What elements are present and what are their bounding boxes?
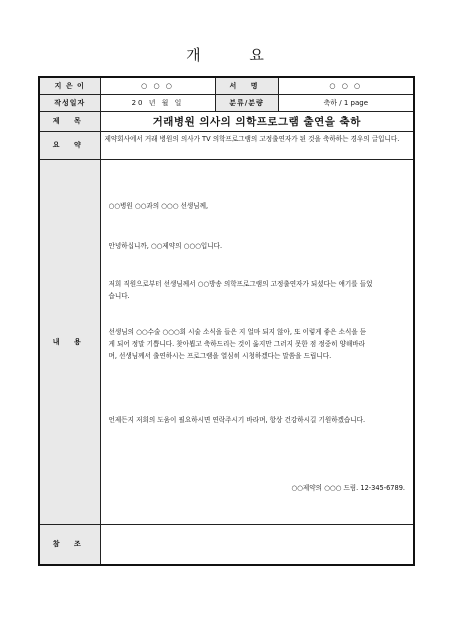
letter-paragraph-3: 언제든지 저희의 도움이 필요하시면 연락주시기 바라며, 항상 건강하시길 기원하겠습니다.: [108, 415, 366, 424]
summary-label: 요 약: [39, 131, 100, 159]
reference-label: 참 조: [39, 524, 100, 565]
summary-form-table: [38, 76, 415, 566]
content-label: 내 용: [39, 159, 100, 524]
date-label: 작성일자: [39, 94, 100, 111]
subject-value: 거래병원 의사의 의학프로그램 출연을 축하: [100, 111, 414, 131]
author-value: ○ ○ ○: [100, 77, 215, 94]
category-value: 축하 / 1 page: [278, 94, 414, 111]
author-label: 지 은 이: [39, 77, 100, 94]
letter-paragraph-2: 선생님의 ○○수술 ○○○회 시술 소식을 들은 지 얼마 되지 않아, 또 이렇게 좋은 소식을 듣게 되어 정말 기쁩니다. 찾아뵙고 축하드리는 것이 옳지만 그러지 못한 점 정중히 양해바라며, 선생님께서 출연하시는 프로그램을 열심히 시청하겠다는 말씀을 드립니다.: [108, 327, 367, 360]
letter-greeting: ○○병원 ○○과의 ○○○ 선생님께,: [108, 201, 209, 210]
signature-label: 서 명: [215, 77, 278, 94]
letter-signature: ○○제약의 ○○○ 드림. 12-345-6789.: [291, 483, 405, 492]
signature-value: ○ ○ ○: [278, 77, 414, 94]
letter-paragraph-1: 저희 직원으로부터 선생님께서 ○○방송 의학프로그램의 고정출연자가 되셨다는 얘기를 들었습니다.: [108, 279, 373, 300]
letter-intro: 안녕하십니까, ○○제약의 ○○○입니다.: [108, 241, 223, 250]
date-value: 20 년 월 일: [100, 94, 215, 111]
category-label: 분류/분량: [215, 94, 278, 111]
content-body: [100, 159, 414, 524]
reference-value: [100, 524, 414, 565]
subject-label: 제 목: [39, 111, 100, 131]
document-title: 개 요: [186, 46, 286, 64]
summary-value: 제약회사에서 거래 병원의 의사가 TV 의학프로그램의 고정출연자가 된 것을 축하하는 경우의 글입니다.: [100, 131, 414, 159]
